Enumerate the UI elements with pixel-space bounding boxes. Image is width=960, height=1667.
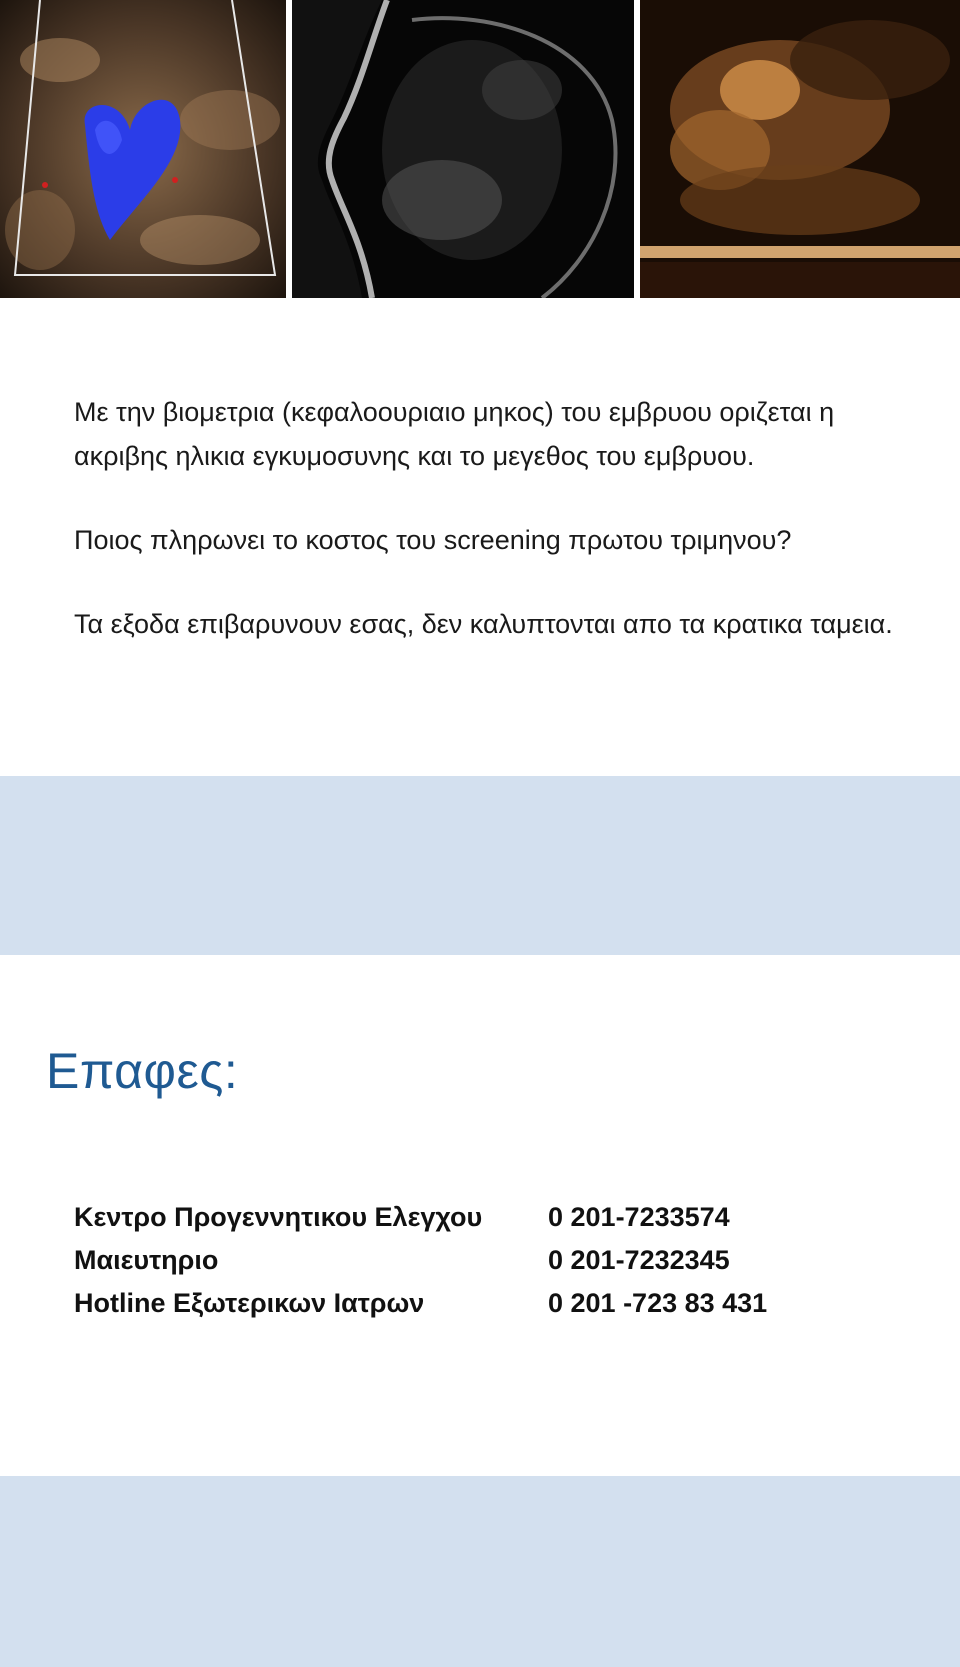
paragraph-cost-question: Ποιος πληρωνει το κοστος του screening πρωτου τριμηνου? (74, 525, 792, 555)
contact-row (74, 1239, 767, 1282)
contact-name: Hotline Εξωτερικων Ιατρων (74, 1288, 425, 1318)
paragraph-cost-answer: Τα εξοδα επιβαρυνουν εσας, δεν καλυπτονται απο τα κρατικα ταμεια. (74, 609, 893, 639)
contact-row (74, 1282, 767, 1325)
contact-phone[interactable]: 0 201-7233574 (548, 1202, 730, 1232)
paragraph-biometry: Με την βιομετρια (κεφαλοουριαιο μηκος) του εμβρυου οριζεται η ακριβης ηλικια εγκυμοσυνης και το μεγεθος του εμβρυου. (74, 397, 835, 471)
ultrasound-fetal-profile-image (292, 0, 634, 298)
ultrasound-3d-image (640, 0, 960, 298)
contacts-heading: Επαφες: (46, 1043, 239, 1099)
body-text (74, 390, 894, 686)
contacts-list (74, 1196, 767, 1325)
contact-name: Κεντρο Προγεννητικου Ελεγχου (74, 1202, 483, 1232)
ultrasound-image-strip (0, 0, 960, 298)
contact-phone[interactable]: 0 201 -723 83 431 (548, 1288, 768, 1318)
contact-row (74, 1196, 767, 1239)
decorative-band-top (0, 776, 960, 955)
contact-name: Μαιευτηριο (74, 1245, 219, 1275)
decorative-band-bottom (0, 1476, 960, 1667)
ultrasound-color-doppler-image (0, 0, 286, 298)
contact-phone[interactable]: 0 201-7232345 (548, 1245, 730, 1275)
